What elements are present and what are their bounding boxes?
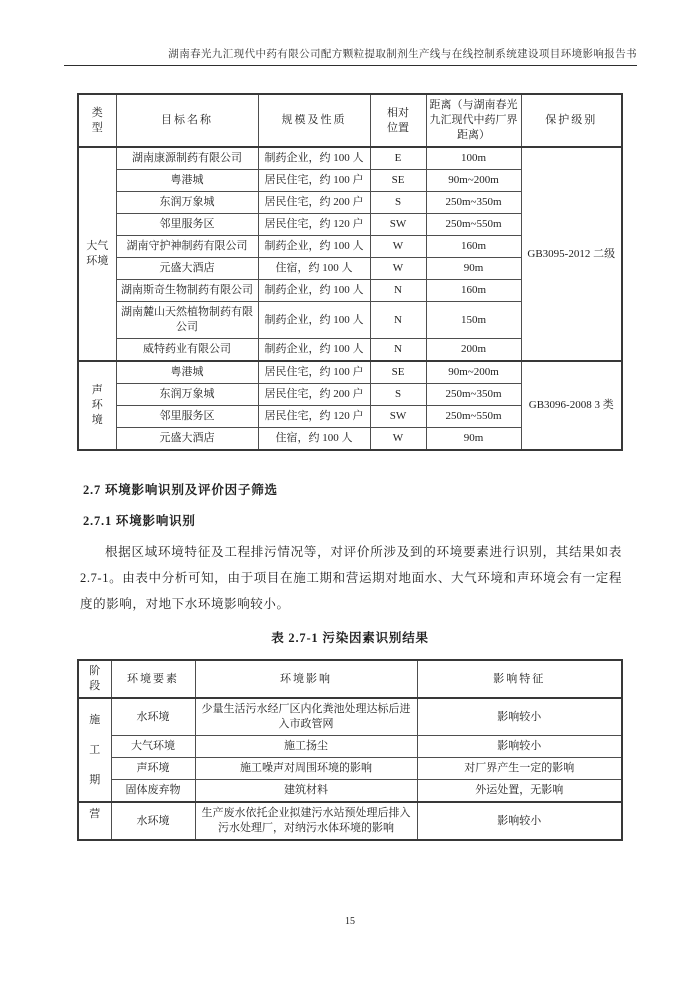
col-header-position-label: 相对位置 — [386, 106, 409, 134]
body-paragraph: 根据区域环境特征及工程排污情况等，对评价所涉及到的环境要素进行识别，其结果如表2.7-1。由表中分析可知，由于项目在施工期和营运期对地面水、大气环境和声环境会有一定程度的影响，对地下水环境影响较小。 — [80, 545, 622, 611]
cell-position: E — [370, 147, 426, 170]
cell-scale: 居民住宅，约 200 户 — [258, 384, 370, 406]
cell-position: N — [370, 339, 426, 362]
table-row — [78, 736, 622, 758]
cell-target-name: 粤港城 — [116, 361, 258, 384]
cell-position: SW — [370, 406, 426, 428]
running-head-title: 湖南春光九汇现代中药有限公司配方颗粒提取制剂生产线与在线控制系统建设项目环境影响报告书 — [64, 46, 637, 66]
cell-distance: 250m~350m — [426, 192, 521, 214]
cell-distance: 200m — [426, 339, 521, 362]
section-heading-2-7: 2.7 环境影响识别及评价因子筛选 — [83, 483, 278, 497]
cell-category-air-label: 大气环境 — [86, 240, 109, 267]
cell-impact-feature: 外运处置，无影响 — [417, 780, 622, 803]
col-header-protection: 保护级别 — [521, 94, 622, 147]
col-header-stage — [78, 660, 111, 698]
cell-impact-feature: 影响较小 — [417, 698, 622, 736]
col-header-type — [78, 94, 116, 147]
cell-scale: 制药企业，约 100 人 — [258, 236, 370, 258]
cell-scale: 制药企业，约 100 人 — [258, 147, 370, 170]
table-header-row — [78, 660, 622, 698]
table-row — [78, 780, 622, 803]
cell-target-name: 湖南斯奇生物制药有限公司 — [116, 280, 258, 302]
cell-target-name: 湖南守护神制药有限公司 — [116, 236, 258, 258]
cell-target-name: 元盛大酒店 — [116, 428, 258, 451]
cell-distance: 90m — [426, 428, 521, 451]
cell-scale: 制药企业，约 100 人 — [258, 339, 370, 362]
cell-position: SE — [370, 361, 426, 384]
cell-scale: 制药企业，约 100 人 — [258, 280, 370, 302]
section-heading-2-7-1: 2.7.1 环境影响识别 — [83, 514, 196, 528]
cell-distance: 250m~550m — [426, 406, 521, 428]
cell-scale: 居民住宅，约 100 户 — [258, 170, 370, 192]
cell-distance: 250m~550m — [426, 214, 521, 236]
table-row — [78, 758, 622, 780]
cell-position: W — [370, 428, 426, 451]
cell-scale: 住宿，约 100 人 — [258, 258, 370, 280]
col-header-type-label: 类型 — [91, 106, 103, 134]
cell-stage-construction-label: 施工期 — [89, 714, 101, 786]
cell-target-name: 元盛大酒店 — [116, 258, 258, 280]
table-header-row — [78, 94, 622, 147]
cell-distance: 90m~200m — [426, 170, 521, 192]
cell-distance: 160m — [426, 280, 521, 302]
table-row — [78, 802, 622, 840]
cell-position: S — [370, 384, 426, 406]
cell-distance: 90m~200m — [426, 361, 521, 384]
cell-distance: 90m — [426, 258, 521, 280]
cell-position: SE — [370, 170, 426, 192]
cell-target-name: 邻里服务区 — [116, 214, 258, 236]
cell-position: N — [370, 302, 426, 339]
col-header-target-name: 目标名称 — [116, 94, 258, 147]
cell-scale: 居民住宅，约 120 户 — [258, 214, 370, 236]
cell-category-noise-label: 声环境 — [91, 384, 103, 426]
cell-env-impact: 少量生活污水经厂区内化粪池处理达标后进入市政管网 — [195, 698, 417, 736]
table-row — [78, 698, 622, 736]
col-header-env-element: 环境要素 — [111, 660, 195, 698]
cell-target-name: 粤港城 — [116, 170, 258, 192]
cell-category-air — [78, 147, 116, 361]
cell-scale: 制药企业，约 100 人 — [258, 302, 370, 339]
cell-stage-operation: 营 — [78, 802, 111, 840]
col-header-env-impact: 环境影响 — [195, 660, 417, 698]
col-header-distance: 距离（与湖南春光九汇现代中药厂界距离） — [426, 94, 521, 147]
cell-distance: 250m~350m — [426, 384, 521, 406]
cell-protection-level-air: GB3095-2012 二级 — [521, 147, 622, 361]
cell-env-impact: 生产废水依托企业拟建污水站预处理后排入污水处理厂，对纳污水体环境的影响 — [195, 802, 417, 840]
cell-target-name: 东润万象城 — [116, 384, 258, 406]
cell-target-name: 湖南麓山天然植物制药有限公司 — [116, 302, 258, 339]
cell-scale: 住宿，约 100 人 — [258, 428, 370, 451]
cell-position: W — [370, 258, 426, 280]
cell-impact-feature: 影响较小 — [417, 736, 622, 758]
col-header-scale: 规模及性质 — [258, 94, 370, 147]
cell-category-noise — [78, 361, 116, 450]
cell-env-element: 声环境 — [111, 758, 195, 780]
col-header-impact-feature: 影响特征 — [417, 660, 622, 698]
cell-target-name: 东润万象城 — [116, 192, 258, 214]
cell-env-impact: 施工噪声对周围环境的影响 — [195, 758, 417, 780]
cell-target-name: 邻里服务区 — [116, 406, 258, 428]
cell-scale: 居民住宅，约 200 户 — [258, 192, 370, 214]
cell-scale: 居民住宅，约 100 户 — [258, 361, 370, 384]
table-caption: 表 2.7-1 污染因素识别结果 — [271, 631, 429, 645]
cell-stage-construction — [78, 698, 111, 802]
cell-env-impact: 建筑材料 — [195, 780, 417, 803]
page-number: 15 — [345, 916, 355, 927]
table-row — [78, 361, 622, 384]
col-header-position — [370, 94, 426, 147]
cell-distance: 150m — [426, 302, 521, 339]
table-row — [78, 147, 622, 170]
cell-impact-feature: 影响较小 — [417, 802, 622, 840]
pollution-factor-table — [77, 659, 623, 841]
col-header-stage-label: 阶段 — [89, 665, 101, 692]
cell-position: SW — [370, 214, 426, 236]
cell-distance: 160m — [426, 236, 521, 258]
cell-scale: 居民住宅，约 120 户 — [258, 406, 370, 428]
protection-targets-table — [77, 93, 623, 451]
cell-distance: 100m — [426, 147, 521, 170]
cell-env-element: 大气环境 — [111, 736, 195, 758]
cell-position: N — [370, 280, 426, 302]
cell-impact-feature: 对厂界产生一定的影响 — [417, 758, 622, 780]
cell-env-element: 水环境 — [111, 698, 195, 736]
cell-target-name: 湖南康源制药有限公司 — [116, 147, 258, 170]
cell-protection-level-noise: GB3096-2008 3 类 — [521, 361, 622, 450]
cell-env-element: 水环境 — [111, 802, 195, 840]
cell-position: S — [370, 192, 426, 214]
cell-position: W — [370, 236, 426, 258]
cell-target-name: 威特药业有限公司 — [116, 339, 258, 362]
cell-env-impact: 施工扬尘 — [195, 736, 417, 758]
cell-env-element: 固体废弃物 — [111, 780, 195, 803]
